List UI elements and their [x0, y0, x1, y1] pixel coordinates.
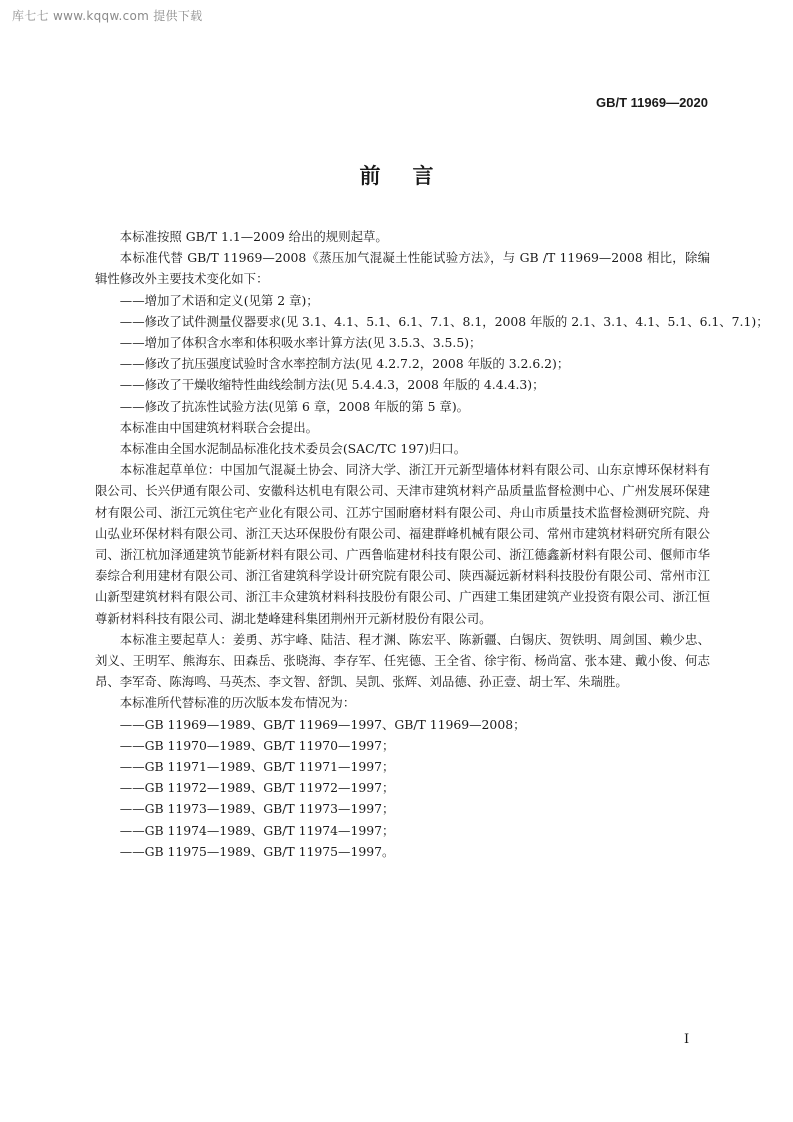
watermark-text: 库七七 www.kqqw.com 提供下载	[12, 9, 203, 23]
paragraph-drafters: 本标准主要起草人：姜勇、苏宇峰、陆洁、程才渊、陈宏平、陈新疆、白锡庆、贺铁明、周剑国、赖少忠、刘义、王明军、熊海东、田森岳、张晓海、李存军、任宪德、王全省、徐宇衔、杨尚富、张本建、戴小俊、何志昂、李军奇、陈海鸣、马英杰、李文智、舒凯、吴凯、张辉、刘品德、孙正壹、胡士军、朱瑞胜。	[95, 631, 710, 690]
page-number: I	[684, 1032, 690, 1047]
paragraph-replaces: 本标准代替 GB/T 11969—2008《蒸压加气混凝土性能试验方法》，与 GB /T 11969—2008 相比，除编辑性修改外主要技术变化如下：	[95, 250, 710, 287]
history-list	[95, 714, 710, 862]
paragraph-drafting-rules: 本标准按照 GB/T 1.1—2009 给出的规则起草。	[119, 229, 388, 244]
list-item: ——修改了抗压强度试验时含水率控制方法(见 4.2.7.2，2008 年版的 3.2.6.2)；	[119, 356, 570, 372]
list-item: ——修改了抗冻性试验方法(见第 6 章，2008 年版的第 5 章)。	[119, 398, 470, 414]
paragraph-proposed-by: 本标准由中国建筑材料联合会提出。	[119, 419, 319, 435]
list-item: ——GB 11973—1989、GB/T 11973—1997；	[119, 801, 395, 817]
document-body	[95, 226, 769, 862]
list-item: ——增加了体积含水率和体积吸水率计算方法(见 3.5.3、3.5.5)；	[119, 335, 482, 351]
changes-list	[95, 290, 769, 417]
standard-code: GB/T 11969—2020	[595, 95, 708, 110]
list-item: ——GB 11975—1989、GB/T 11975—1997。	[119, 843, 395, 859]
list-item: ——GB 11970—1989、GB/T 11970—1997；	[119, 737, 395, 753]
list-item: ——GB 11971—1989、GB/T 11971—1997；	[119, 759, 395, 775]
list-item: ——修改了干燥收缩特性曲线绘制方法(见 5.4.4.3，2008 年版的 4.4.4.3)；	[119, 377, 545, 393]
paragraph-drafting-units: 本标准起草单位：中国加气混凝土协会、同济大学、浙江开元新型墙体材料有限公司、山东京博环保材料有限公司、长兴伊通有限公司、安徽科达机电有限公司、天津市建筑材料产品质量监督检测中心、广州发展环保建材有限公司、浙江元筑住宅产业化有限公司、江苏宁国耐磨材料有限公司、舟山市质量技术监督检测研究院、舟山弘业环保材料有限公司、浙江天达环保股份有限公司、福建群峰机械有限公司、常州市建筑材料研究所有限公司、浙江杭加泽通建筑节能新材料有限公司、广西鲁临建材科技有限公司、浙江德鑫新材料有限公司、偃师市华泰综合利用建材有限公司、浙江省建筑科学设计研究院有限公司、陕西凝远新材料科技股份有限公司、常州市江山新型建筑材料有限公司、浙江丰众建筑材料科技股份有限公司、广西建工集团建筑产业投资有限公司、浙江恒尊新材料科技有限公司、湖北楚峰建科集团荆州开元新材股份有限公司。	[95, 462, 710, 626]
list-item: ——GB 11972—1989、GB/T 11972—1997；	[119, 780, 395, 796]
list-item: ——增加了术语和定义(见第 2 章)；	[119, 292, 319, 308]
list-item: ——修改了试件测量仪器要求(见 3.1、4.1、5.1、6.1、7.1、8.1，2008 年版的 2.1、3.1、4.1、5.1、6.1、7.1)；	[119, 313, 769, 329]
list-item: ——GB 11974—1989、GB/T 11974—1997；	[119, 822, 395, 838]
list-item: ——GB 11969—1989、GB/T 11969—1997、GB/T 11969—2008；	[119, 716, 526, 732]
page-title: 前言	[359, 164, 466, 188]
paragraph-history-intro: 本标准所代替标准的历次版本发布情况为：	[119, 695, 356, 711]
paragraph-under-jurisdiction: 本标准由全国水泥制品标准化技术委员会(SAC/TC 197)归口。	[119, 441, 467, 457]
